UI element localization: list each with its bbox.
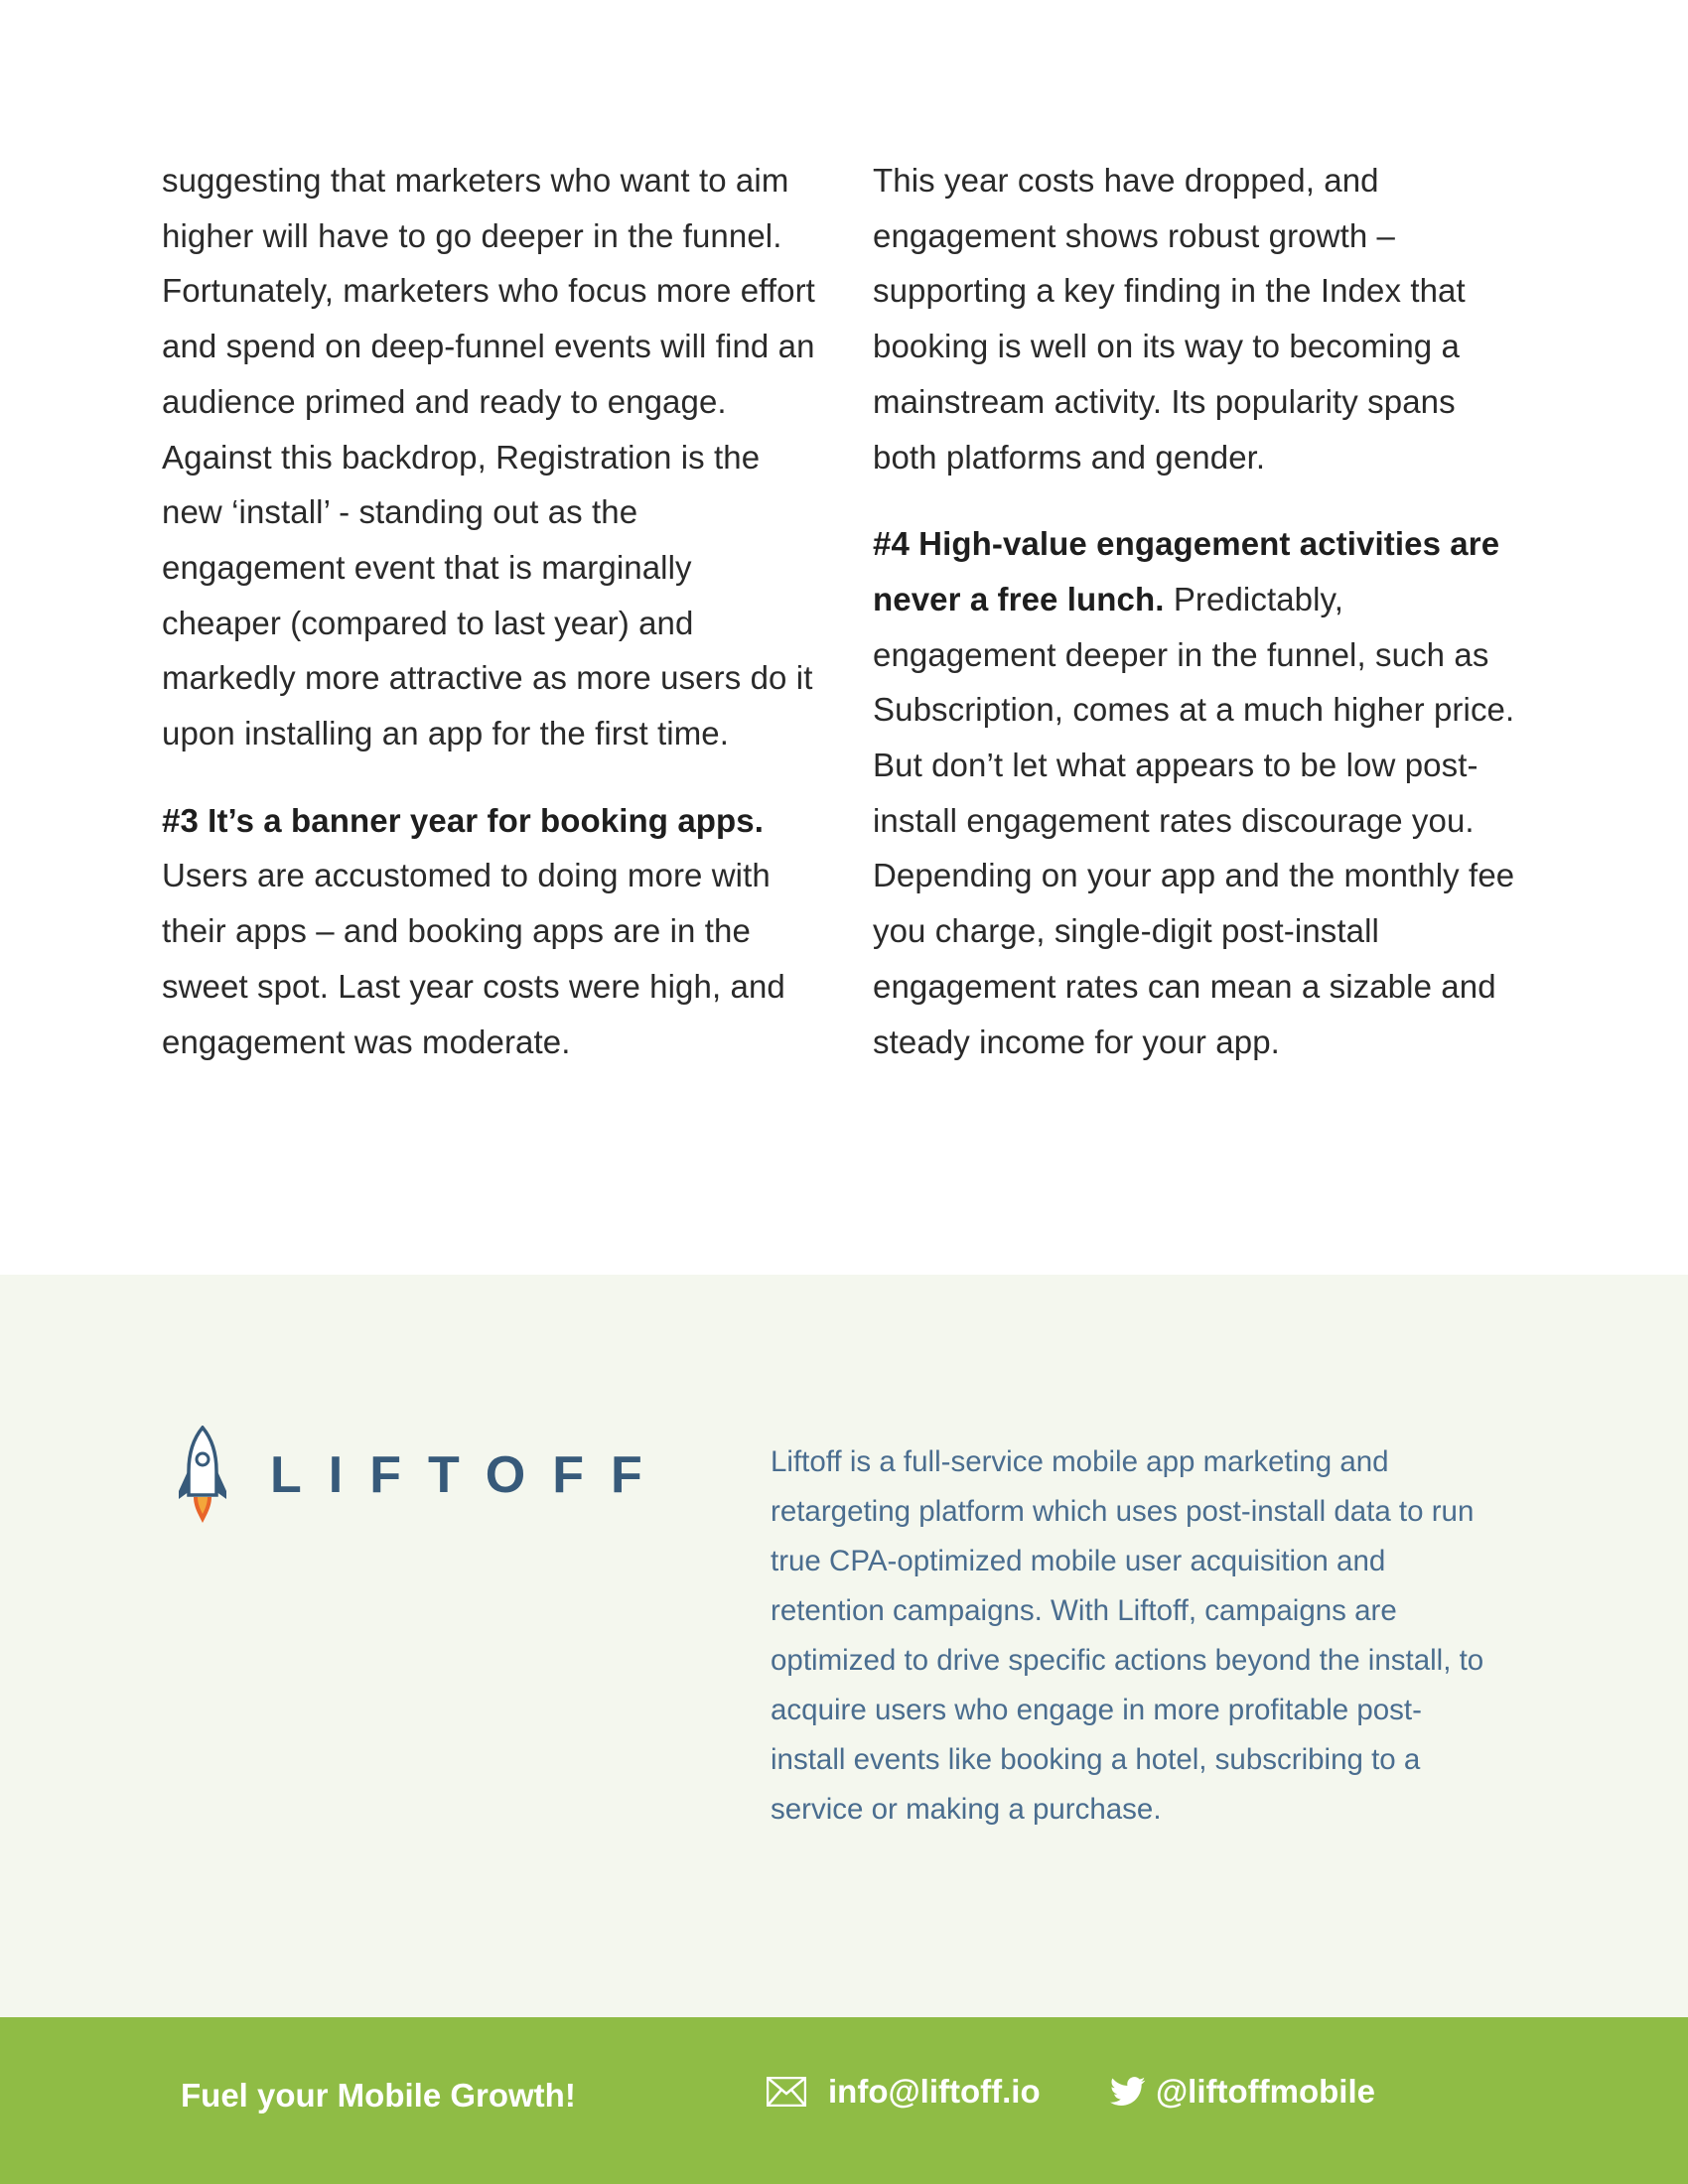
- footer-bar: [0, 2017, 1688, 2184]
- about-description: Liftoff is a full-service mobile app marketing and retargeting platform which uses post-install data to run true CPA-optimized mobile user acquisition and retention campaigns. With Liftoff, campaigns are optimized to drive specific actions beyond the install, to acquire users who engage in more profitable post-install events like booking a hotel, subscribing to a service or making a purchase.: [771, 1445, 1484, 1826]
- point-3-paragraph: [162, 793, 817, 1070]
- right-paragraph: This year costs have dropped, and engagement shows robust growth – supporting a key finding in the Index that booking is well on its way to becoming a mainstream activity. Its popularity spans both platforms and gender.: [873, 162, 1466, 476]
- email-link[interactable]: info@liftoff.io: [828, 2073, 1041, 2110]
- twitter-bird-icon: [1110, 2077, 1146, 2107]
- email-contact[interactable]: [767, 2073, 1041, 2111]
- point-3-body: Users are accustomed to doing more with their apps – and booking apps are in the sweet spot. Last year costs were high, and engagement was moderate.: [162, 857, 785, 1060]
- twitter-handle[interactable]: @liftoffmobile: [1156, 2073, 1375, 2110]
- point-4-body: Predictably, engagement deeper in the funnel, such as Subscription, comes at a much higher price. But don’t let what appears to be low post-install engagement rates discourage you. Depending on your app and the monthly fee you charge, single-digit post-install engagement rates can mean a sizable and steady income for your app.: [873, 580, 1515, 1060]
- liftoff-logo: [177, 1426, 669, 1525]
- article-left-column: [162, 153, 817, 1101]
- envelope-icon: [767, 2077, 806, 2107]
- point-4-heading: #4 High-value engagement activities are never a free lunch.: [873, 525, 1500, 617]
- article-right-column: [873, 153, 1528, 1101]
- logo-wordmark: LIFTOFF: [270, 1446, 669, 1504]
- left-paragraph: suggesting that marketers who want to aim higher will have to go deeper in the funnel. Fortunately, marketers who focus more effort and spend on deep-funnel events will find an audience primed and ready to engage. Against this backdrop, Registration is the new ‘install’ - standing out as the engagement event that is marginally cheaper (compared to last year) and markedly more attractive as more users do it upon installing an app for the first time.: [162, 162, 815, 752]
- footer-tagline: Fuel your Mobile Growth!: [181, 2077, 576, 2114]
- scallop-divider: [0, 1275, 1688, 1298]
- point-3-heading: #3 It’s a banner year for booking apps.: [162, 801, 765, 839]
- point-4-paragraph: [873, 516, 1528, 1069]
- rocket-icon: [177, 1426, 228, 1525]
- twitter-contact[interactable]: [1110, 2073, 1375, 2111]
